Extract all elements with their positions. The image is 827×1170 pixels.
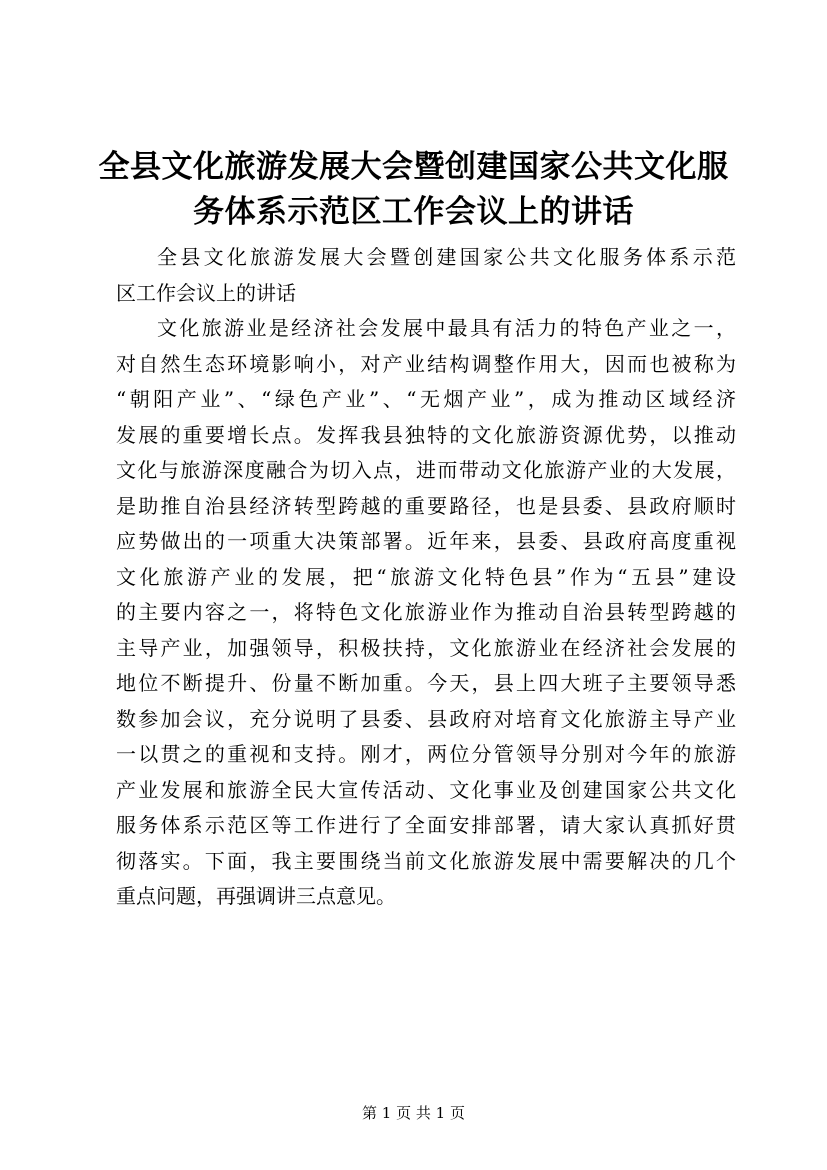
text-line: 服务体系示范区等工作进行了全面安排部署，请大家认真抓好贯 [116, 813, 736, 837]
paragraph-subtitle [116, 240, 736, 311]
title-line: 务体系示范区工作会议上的讲话 [193, 194, 634, 230]
text-line: 文化旅游产业的发展，把“旅游文化特色县”作为“五县”建设 [116, 564, 736, 589]
text-line: 数参加会议，充分说明了县委、县政府对培育文化旅游主导产业 [116, 706, 736, 731]
text-line: “朝阳产业”、“绿色产业”、“无烟产业”，成为推动区域经济 [116, 387, 736, 411]
document-title [90, 145, 737, 235]
title-line: 全县文化旅游发展大会暨创建国家公共文化服 [98, 149, 729, 185]
text-line: 一以贯之的重视和支持。刚才，两位分管领导分别对今年的旅游 [116, 742, 736, 766]
text-line: 地位不断提升、份量不断加重。今天，县上四大班子主要领导悉 [116, 671, 736, 695]
text-line: 全县文化旅游发展大会暨创建国家公共文化服务体系示范 [157, 245, 736, 269]
text-line: 区工作会议上的讲话 [116, 280, 296, 305]
text-line: 是助推自治县经济转型跨越的重要路径，也是县委、县政府顺时 [116, 493, 736, 518]
text-line: 发展的重要增长点。发挥我县独特的文化旅游资源优势，以推动 [116, 422, 736, 447]
text-line: 重点问题，再强调讲三点意见。 [116, 884, 396, 908]
text-line: 文化与旅游深度融合为切入点，进而带动文化旅游产业的大发展， [116, 458, 736, 482]
document-body [116, 240, 736, 915]
text-line: 对自然生态环境影响小，对产业结构调整作用大，因而也被称为 [116, 351, 736, 376]
text-line: 的主要内容之一，将特色文化旅游业作为推动自治县转型跨越的 [116, 600, 736, 624]
text-line: 产业发展和旅游全民大宣传活动、文化事业及创建国家公共文化 [116, 777, 736, 802]
text-line: 主导产业，加强领导，积极扶持，文化旅游业在经济社会发展的 [116, 635, 736, 660]
page-footer: 第 1 页 共 1 页 [362, 1104, 465, 1122]
text-line: 彻落实。下面，我主要围绕当前文化旅游发展中需要解决的几个 [116, 848, 736, 873]
paragraph-main [116, 311, 736, 915]
text-line: 文化旅游业是经济社会发展中最具有活力的特色产业之一， [157, 316, 736, 340]
text-line: 应势做出的一项重大决策部署。近年来，县委、县政府高度重视 [116, 529, 736, 553]
